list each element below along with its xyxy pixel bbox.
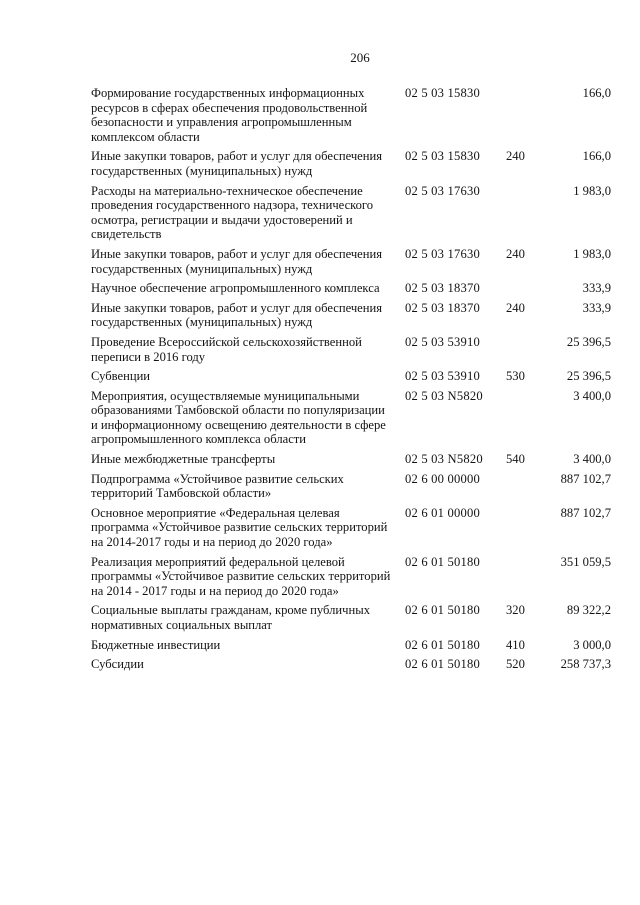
row-amount: 887 102,7 <box>560 471 611 486</box>
row-description: Научное обеспечение агропромышленного комплекса <box>91 281 380 296</box>
row-description: Иные межбюджетные трансферты <box>91 452 276 467</box>
table-row <box>91 555 611 599</box>
row-amount: 333,9 <box>582 281 611 296</box>
row-expense-type: 240 <box>506 149 525 164</box>
row-amount: 351 059,5 <box>560 554 611 569</box>
table-row <box>91 506 611 550</box>
row-expense-type: 410 <box>506 637 525 652</box>
row-amount: 25 396,5 <box>566 334 611 349</box>
row-description: Подпрограмма «Устойчивое развитие сельских территорий Тамбовской области» <box>91 471 344 501</box>
table-row <box>91 452 611 467</box>
row-amount: 3 000,0 <box>573 637 611 652</box>
table-row <box>91 184 611 242</box>
row-code: 02 5 03 18370 <box>405 281 481 296</box>
page-number: 206 <box>350 50 370 65</box>
row-expense-type: 530 <box>506 369 525 384</box>
row-code: 02 6 01 50180 <box>405 657 481 672</box>
row-amount: 3 400,0 <box>573 388 611 403</box>
row-amount: 887 102,7 <box>560 505 611 520</box>
row-code: 02 5 03 53910 <box>405 334 481 349</box>
row-description: Расходы на материально-техническое обеспечение проведения государственного надзора, технического осмотра, регистрации и выдачи удостоверений и свидетельств <box>91 183 374 242</box>
row-description: Иные закупки товаров, работ и услуг для обеспечения государственных (муниципальных) нужд <box>91 149 383 178</box>
row-amount: 333,9 <box>582 300 611 315</box>
row-code: 02 5 03 15830 <box>405 86 481 100</box>
row-amount: 166,0 <box>582 149 611 164</box>
row-code: 02 6 00 00000 <box>405 471 481 486</box>
table-row <box>91 638 611 653</box>
table-row <box>91 472 611 501</box>
row-code: 02 5 03 N5820 <box>405 388 483 403</box>
row-code: 02 5 03 53910 <box>405 369 481 384</box>
row-description: Формирование государственных информационных ресурсов в сферах обеспечения продовольственной безопасности и управления агропромышленным комплексом области <box>91 86 368 144</box>
row-description: Субвенции <box>91 369 151 384</box>
row-description: Иные закупки товаров, работ и услуг для обеспечения государственных (муниципальных) нужд <box>91 300 383 330</box>
row-amount: 166,0 <box>582 86 611 100</box>
table-row <box>91 149 611 178</box>
row-description: Бюджетные инвестиции <box>91 637 221 652</box>
table-row <box>91 247 611 276</box>
row-code: 02 5 03 17630 <box>405 183 481 198</box>
row-description: Основное мероприятие «Федеральная целевая программа «Устойчивое развитие сельских территорий на 2014-2017 годы и на период до 2020 года» <box>91 505 388 550</box>
row-description: Проведение Всероссийской сельскохозяйственной переписи в 2016 году <box>91 334 362 364</box>
table-row <box>91 335 611 364</box>
table-row <box>91 657 611 672</box>
row-amount: 1 983,0 <box>573 246 611 261</box>
row-code: 02 6 01 00000 <box>405 505 481 520</box>
row-code: 02 6 01 50180 <box>405 603 481 618</box>
row-expense-type: 540 <box>506 452 525 467</box>
row-code: 02 6 01 50180 <box>405 554 481 569</box>
row-code: 02 5 03 17630 <box>405 246 481 261</box>
table-row <box>91 281 611 296</box>
table-row <box>91 301 611 330</box>
row-amount: 258 737,3 <box>560 657 611 672</box>
row-code: 02 5 03 N5820 <box>405 452 483 467</box>
row-description: Мероприятия, осуществляемые муниципальными образованиями Тамбовской области по популяризации и информационному освещению деятельности в сфере агропромышленного комплекса области <box>91 388 386 447</box>
row-amount: 89 322,2 <box>566 603 611 618</box>
row-expense-type: 520 <box>506 657 525 672</box>
row-amount: 1 983,0 <box>573 183 611 198</box>
row-description: Иные закупки товаров, работ и услуг для обеспечения государственных (муниципальных) нужд <box>91 246 383 276</box>
table-row <box>91 86 611 144</box>
row-description: Субсидии <box>91 657 144 672</box>
row-code: 02 6 01 50180 <box>405 637 481 652</box>
row-description: Социальные выплаты гражданам, кроме публичных нормативных социальных выплат <box>91 603 370 632</box>
row-code: 02 5 03 15830 <box>405 149 481 164</box>
row-expense-type: 240 <box>506 300 525 315</box>
row-expense-type: 240 <box>506 246 525 261</box>
table-row <box>91 369 611 384</box>
row-expense-type: 320 <box>506 603 525 618</box>
table-row <box>91 603 611 632</box>
table-row <box>91 389 611 447</box>
budget-table <box>91 86 611 672</box>
row-amount: 3 400,0 <box>573 452 611 467</box>
row-description: Реализация мероприятий федеральной целевой программы «Устойчивое развитие сельских территорий на 2014 - 2017 годы и на период до 2020 года» <box>91 554 391 598</box>
row-code: 02 5 03 18370 <box>405 300 481 315</box>
row-amount: 25 396,5 <box>566 369 611 384</box>
